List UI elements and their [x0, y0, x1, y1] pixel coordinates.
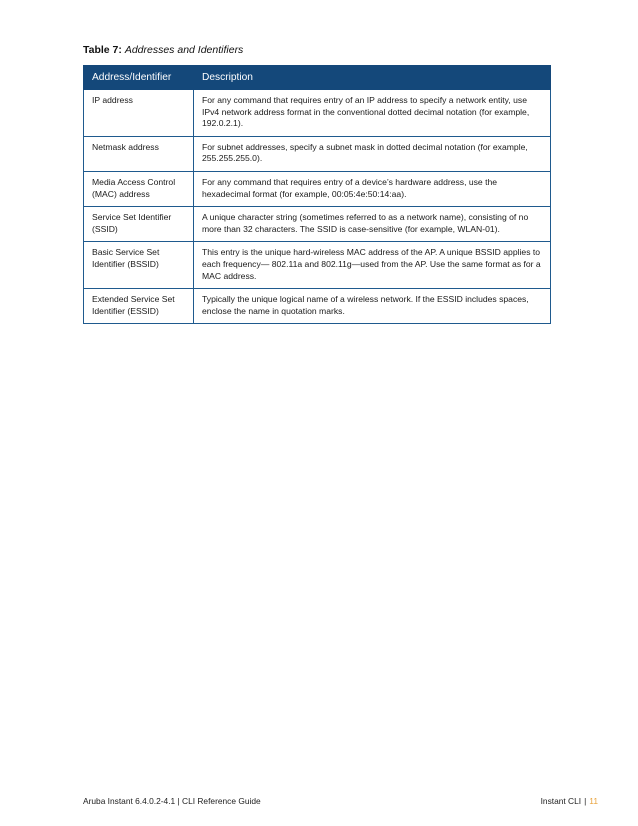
addresses-identifiers-table: [83, 65, 551, 324]
table-row: [84, 171, 551, 206]
table-row: [84, 289, 551, 324]
table-row: [84, 136, 551, 171]
row-description: For subnet addresses, specify a subnet mask in dotted decimal notation (for example, 255.255.255.0).: [194, 136, 551, 171]
row-description: For any command that requires entry of a device’s hardware address, use the hexadecimal format (for example, 00:05:4e:50:14:aa).: [194, 171, 551, 206]
table-header-row: [84, 65, 551, 90]
header-description: Description: [194, 65, 551, 90]
row-term: Media Access Control (MAC) address: [84, 171, 194, 206]
row-term: Netmask address: [84, 136, 194, 171]
footer-guide-title: Aruba Instant 6.4.0.2-4.1 | CLI Reference Guide: [83, 796, 261, 806]
table-row: [84, 90, 551, 136]
table-caption: [83, 44, 243, 56]
footer-page-info: [541, 796, 598, 806]
table-caption-title: Addresses and Identifiers: [124, 44, 244, 56]
row-description: This entry is the unique hard-wireless MAC address of the AP. A unique BSSID applies to each frequency— 802.11a and 802.11g—used from the AP. Use the same format as for a MAC address.: [194, 242, 551, 289]
row-term: Service Set Identifier (SSID): [84, 207, 194, 242]
table-row: [84, 242, 551, 289]
table-row: [84, 207, 551, 242]
footer-section-label: Instant CLI: [540, 796, 582, 806]
page-number: 11: [589, 796, 598, 806]
footer-separator: |: [584, 796, 587, 806]
row-term: Basic Service Set Identifier (BSSID): [84, 242, 194, 289]
row-term: Extended Service Set Identifier (ESSID): [84, 289, 194, 324]
row-description: A unique character string (sometimes referred to as a network name), consisting of no more than 32 characters. The SSID is case-sensitive (for example, WLAN-01).: [194, 207, 551, 242]
header-address-identifier: Address/Identifier: [84, 65, 194, 90]
row-description: Typically the unique logical name of a wireless network. If the ESSID includes spaces, enclose the name in quotation marks.: [194, 289, 551, 324]
row-term: IP address: [84, 90, 194, 136]
table-caption-label: Table 7:: [83, 44, 122, 56]
row-description: For any command that requires entry of an IP address to specify a network entity, use IPv4 network address format in the conventional dotted decimal notation (for example, 192.0.2.1).: [194, 90, 551, 136]
